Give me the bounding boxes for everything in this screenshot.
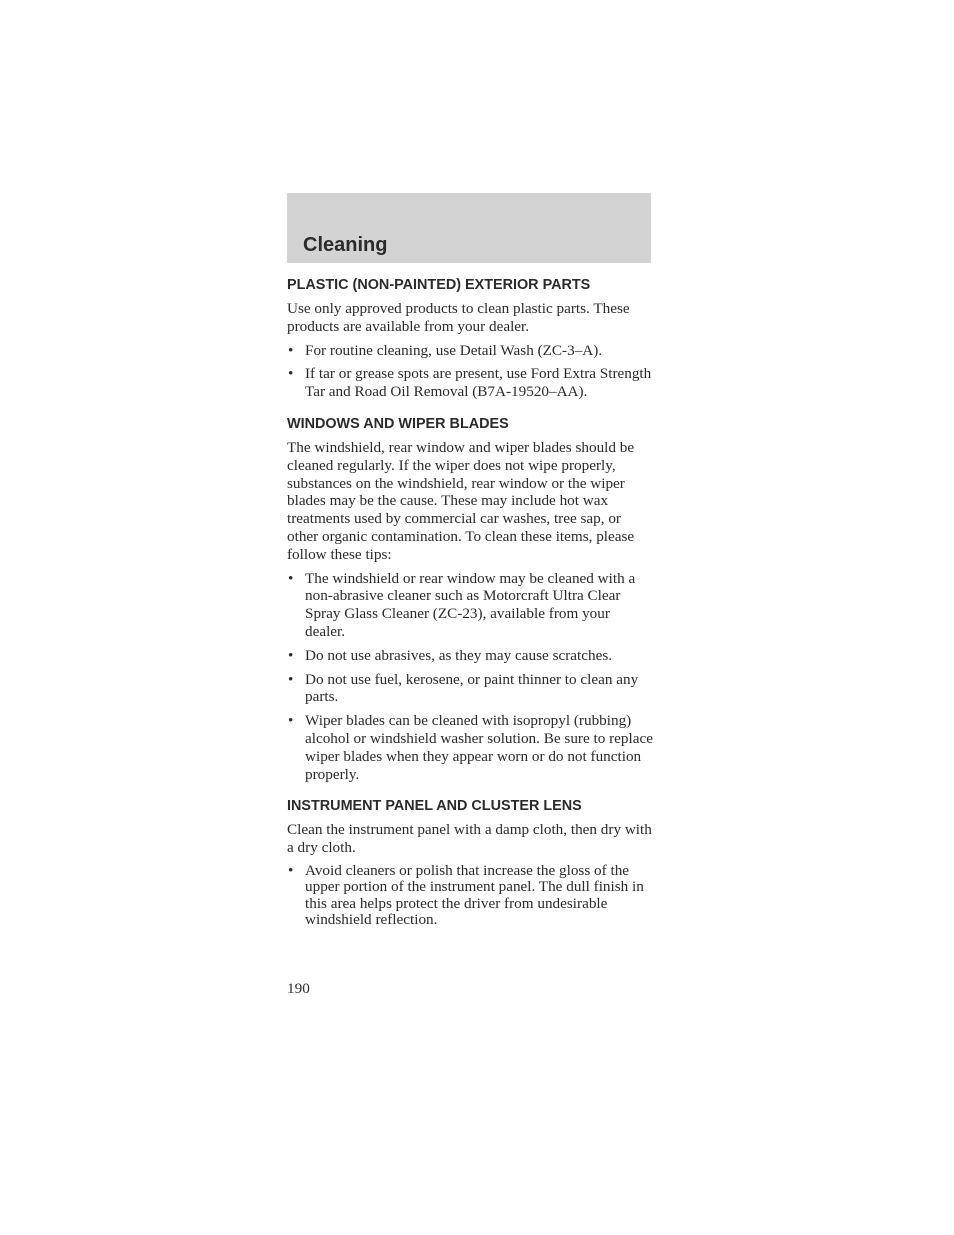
bullet-list <box>287 342 653 401</box>
list-item-text: For routine cleaning, use Detail Wash (ZC-3–A). <box>305 341 603 359</box>
bullet-icon: • <box>288 712 294 730</box>
chapter-title: Cleaning <box>303 234 388 256</box>
section-paragraph: Clean the instrument panel with a damp cloth, then dry with a dry cloth. <box>287 821 652 857</box>
list-item <box>287 863 653 929</box>
bullet-icon: • <box>288 341 294 359</box>
section-heading: INSTRUMENT PANEL AND CLUSTER LENS <box>287 798 582 815</box>
list-item <box>287 671 653 707</box>
list-item <box>287 570 653 641</box>
bullet-icon: • <box>288 646 294 664</box>
page-content <box>287 276 653 935</box>
list-item-text: If tar or grease spots are present, use Ford Extra Strength Tar and Road Oil Removal (B7A-19520–AA). <box>305 365 652 401</box>
bullet-icon: • <box>288 569 294 587</box>
section-heading: PLASTIC (NON-PAINTED) EXTERIOR PARTS <box>287 277 591 293</box>
section-paragraph: Use only approved products to clean plastic parts. These products are available from your dealer. <box>287 300 630 335</box>
section-instrument-panel-cluster-lens <box>287 797 653 929</box>
list-item-text: Do not use abrasives, as they may cause scratches. <box>305 646 613 664</box>
list-item <box>287 365 653 401</box>
bullet-list <box>287 863 653 929</box>
page-number: 190 <box>287 980 310 997</box>
chapter-header-band <box>287 193 651 263</box>
bullet-icon: • <box>288 670 294 688</box>
bullet-icon: • <box>288 365 294 383</box>
section-paragraph: The windshield, rear window and wiper blades should be cleaned regularly. If the wiper does not wipe properly, substances on the windshield, rear window or the wiper blades may be the cause. These may include hot wax treatments used by commercial car washes, tree sap, or other organic contamination. To clean these items, please follow these tips: <box>287 438 635 563</box>
list-item-text: Do not use fuel, kerosene, or paint thinner to clean any parts. <box>305 670 639 706</box>
bullet-list <box>287 570 653 784</box>
list-item-text: Avoid cleaners or polish that increase the gloss of the upper portion of the instrument panel. The dull finish in this area helps protect the driver from undesirable windshield reflection. <box>305 861 644 929</box>
list-item <box>287 647 653 665</box>
list-item-text: Wiper blades can be cleaned with isopropyl (rubbing) alcohol or windshield washer solution. Be sure to replace wiper blades when they appear worn or do not function properly. <box>305 712 653 783</box>
section-plastic-exterior-parts <box>287 276 653 401</box>
section-windows-wiper-blades <box>287 415 653 783</box>
list-item <box>287 342 653 360</box>
list-item <box>287 712 653 783</box>
list-item-text: The windshield or rear window may be cleaned with a non-abrasive cleaner such as Motorcraft Ultra Clear Spray Glass Cleaner (ZC-23), available from your dealer. <box>305 569 636 640</box>
section-heading: WINDOWS AND WIPER BLADES <box>287 415 509 432</box>
bullet-icon: • <box>288 861 294 879</box>
